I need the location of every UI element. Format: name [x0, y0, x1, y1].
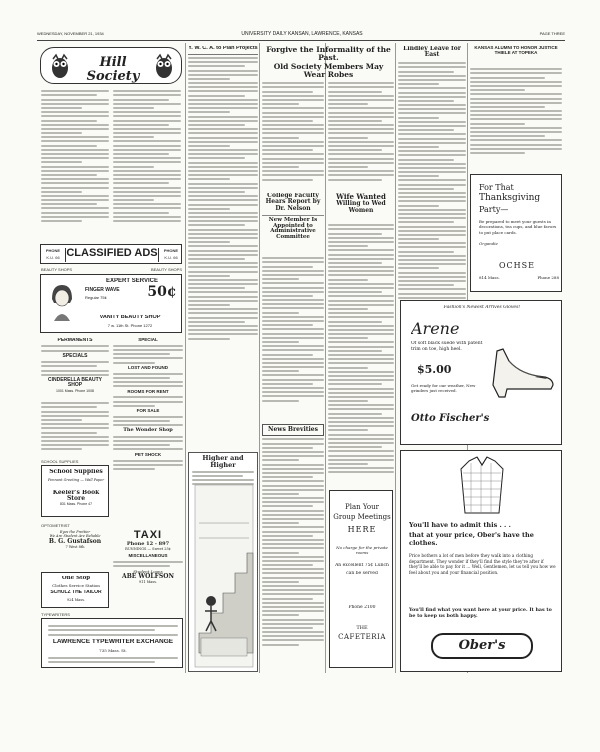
- woman-portrait-icon: [46, 281, 78, 321]
- student-loans: Student Loans: [133, 569, 163, 575]
- thanksgiving-quote: Organdie: [479, 241, 498, 246]
- optometrist-line1: Eyes the Prettier: [59, 530, 91, 534]
- lindley-text: [398, 60, 466, 310]
- wife-wanted-subtitle: Willing to Wed Women: [336, 200, 386, 214]
- rooms-rent-title: ROOMS FOR RENT: [127, 388, 169, 394]
- wife-wanted-headline: [328, 193, 394, 223]
- otto-fischer-logo: Otto Fischer's: [411, 413, 490, 424]
- owl-icon: [153, 53, 175, 79]
- optometrist-ad: [41, 530, 109, 558]
- forgive-subtitle: Old Society Members May Wear Robes: [273, 61, 384, 79]
- arene-tag: Fashion's Newest Arrives Gloves!: [443, 305, 521, 310]
- schulz-name: SCHULZ THE TAILOR: [50, 590, 102, 595]
- wonder-shop-title: The Wonder Shop: [123, 427, 173, 434]
- thanksgiving-ad: [470, 174, 562, 292]
- classified-title: CLASSIFIED ADS: [65, 248, 159, 262]
- school-supplies-label: SCHOOL SUPPLIES: [41, 459, 79, 464]
- finger-wave-price: 50¢: [147, 285, 177, 300]
- ochse-address: 814 Mass.: [479, 275, 500, 280]
- beauty-shops-label-right: BEAUTY SHOPS: [150, 267, 182, 272]
- for-sale-title: FOR SALE: [136, 407, 160, 413]
- plan-phone: Phone 2100: [348, 605, 376, 610]
- hill-society-text-col-2: [113, 88, 181, 230]
- optometrist-name: B. G. Gustafson: [48, 538, 102, 545]
- thanksgiving-line2: Thanksgiving: [479, 193, 541, 203]
- masthead: [37, 31, 565, 39]
- classified-phone-label-right: PHONE: [163, 248, 179, 253]
- plan-line6: can be served: [346, 571, 378, 576]
- schulz-address: 924 Mass.: [66, 598, 86, 602]
- ywca-title: Y. W. C. A. to Plan Projects: [188, 46, 258, 55]
- wife-wanted-title: Wife Wanted: [336, 193, 386, 201]
- jacket-icon: [459, 455, 505, 515]
- vanity-shop-phone: 7 w. 11th St. Phone 1272: [107, 323, 153, 328]
- typewriters-label: TYPEWRITERS: [41, 612, 70, 617]
- new-member-title: New Member Is Appointed to Administrative Committee: [262, 215, 324, 241]
- forgive-text-col-1: [262, 80, 324, 190]
- permanents-title: PERMANENTS: [57, 338, 93, 343]
- expert-service-title: EXPERT SERVICE: [106, 278, 158, 284]
- expert-service-note: Regular 75¢: [85, 295, 107, 300]
- obers-logo: Ober's: [431, 633, 533, 659]
- typewriter-exchange-address: 735 Mass. St.: [99, 648, 127, 653]
- college-faculty-text: [262, 255, 324, 420]
- obers-headline2: that at your price, Ober's have the clothes.: [409, 531, 534, 548]
- masthead-rule: [37, 40, 565, 41]
- ochse-name: OCHSE: [499, 261, 535, 270]
- alumni-headline: [470, 46, 562, 68]
- forgive-title: Forgive the Informality of the Past.: [266, 46, 391, 62]
- school-supplies-line2: Pennant Greeting — Wall Paper: [48, 478, 104, 482]
- abe-wolfson-name: ABE WOLFSON: [122, 573, 174, 581]
- column-rule: [325, 43, 326, 673]
- lindley-title: Lindley Leave for East: [403, 46, 461, 59]
- obers-body: Price bothers a lot of men before they walk into a clothing department. They wonder if they'll find the style they're after if they'll be able to pay for it ... Well, Gentlemen, let us tell you how we feel about you and your financial position.: [409, 553, 556, 576]
- plan-line2: Group Meetings: [333, 513, 391, 521]
- masthead-date: WEDNESDAY, NOVEMBER 21, 1934: [37, 31, 104, 36]
- arene-name: Arene: [411, 319, 460, 338]
- pet-shock-title: PET SHOCK: [134, 451, 162, 457]
- plan-line3: HERE: [347, 525, 377, 534]
- lost-found-title: LOST AND FOUND: [127, 364, 169, 370]
- news-brevities-title: News Brevities: [262, 424, 324, 436]
- special-title: SPECIAL: [138, 338, 158, 342]
- college-faculty-title: College Faculty Hears Report by Dr. Nelson: [265, 193, 321, 212]
- plan-line4: No charge for the private rooms: [336, 545, 388, 555]
- masthead-page: PAGE THREE: [539, 31, 565, 36]
- taxi-sub: RUNNINGS — Sweet 25¢: [125, 546, 171, 551]
- cafeteria-ad: [329, 490, 393, 668]
- optometrist-label: OPTOMETRIST: [41, 523, 70, 528]
- obers-close: You'll find what you want here at your price. It has to be to keep us both happy.: [409, 607, 552, 620]
- arene-desc: Of soft black suede with patent trim on toe, high heel.: [411, 341, 483, 353]
- specials-title: SPECIALS: [62, 352, 88, 359]
- obers-clothing-ad: [400, 450, 562, 672]
- alumni-text: [470, 66, 562, 166]
- plan-line1: Plan Your: [345, 503, 379, 511]
- school-supplies-ad: [41, 465, 109, 517]
- misc-listings-left: [41, 400, 109, 460]
- thanksgiving-line1: For That: [479, 183, 514, 192]
- classified-phone-number-right: K.U. 66: [164, 255, 178, 260]
- alumni-title: KANSAS ALUMNI TO HONOR JUSTICE THIELE AT TOPEKA: [474, 46, 558, 55]
- plan-name: CAFETERIA: [338, 633, 386, 641]
- higher-higher-title: Higher and Higher: [202, 454, 244, 469]
- ochse-phone: Phone 288: [537, 275, 559, 280]
- expert-service-ad: [40, 274, 182, 333]
- masthead-title: UNIVERSITY DAILY KANSAN, LAWRENCE, KANSAS: [241, 31, 363, 37]
- vanity-shop-name: VANITY BEAUTY SHOP: [99, 315, 161, 320]
- higher-and-higher-graphic: [188, 452, 258, 672]
- optometrist-line2: We Are Student Are Reliable: [49, 534, 101, 538]
- keelers-address: 831 Mass. Phone 47: [59, 502, 93, 506]
- stairs-chart-graphic: [193, 483, 255, 669]
- beauty-shops-label: BEAUTY SHOPS: [41, 267, 73, 272]
- cinderella-shop-name: CINDERELLA BEAUTY SHOP: [48, 377, 102, 389]
- abe-wolfson-address: 911 Mass.: [138, 580, 158, 585]
- arene-shoe-ad: [400, 300, 562, 445]
- plan-line5: An excellent 75¢ Lunch: [335, 563, 389, 568]
- finger-wave-label: FINGER WAVE: [85, 287, 120, 293]
- taxi-ad: [113, 530, 183, 615]
- column-rule: [185, 43, 186, 673]
- permanents-ad: [41, 338, 109, 398]
- college-faculty-article: [262, 193, 324, 253]
- special-column: [113, 338, 183, 478]
- owl-icon: [49, 53, 71, 79]
- hill-society-text-col-1: [41, 88, 109, 230]
- taxi-title: TAXI: [133, 530, 163, 541]
- one-stop-title: One Stop: [61, 576, 91, 581]
- classified-phone-label: PHONE: [45, 248, 61, 253]
- typewriter-exchange-ad: [41, 618, 183, 668]
- forgive-headline: [262, 46, 395, 82]
- forgive-text-col-2: [328, 80, 394, 190]
- classified-phone-number: K.U. 66: [46, 255, 60, 260]
- plan-place: THE: [356, 625, 368, 631]
- thanksgiving-line3: Party—: [479, 205, 509, 214]
- school-supplies-line1: School Supplies: [49, 469, 103, 475]
- news-brevities-article: [262, 424, 324, 672]
- typewriter-exchange-name: LAWRENCE TYPEWRITER EXCHANGE: [52, 639, 174, 645]
- hill-society-title: Hill Society: [86, 56, 140, 84]
- wife-wanted-text: [328, 222, 394, 482]
- column-rule: [395, 43, 396, 673]
- one-stop-ad: [41, 572, 109, 608]
- column-rule: [259, 43, 260, 673]
- keelers-store-name: Keeler's Book Store: [52, 490, 100, 503]
- cinderella-shop-address: 1001 Mass. Phone 1008: [56, 388, 94, 393]
- one-stop-sub: Clothes Service Station: [52, 583, 100, 588]
- misc-title: MISCELLANEOUS: [128, 552, 168, 558]
- classified-ads-banner: [40, 244, 182, 264]
- obers-headline1: You'll have to admit this . . .: [409, 521, 511, 529]
- hill-society-banner: [40, 47, 182, 84]
- thanksgiving-body: Be prepared to meet your guests in decorations, tea cups, and blue favors to put place cards.: [479, 219, 557, 235]
- taxi-phone: Phone 12 - 897: [126, 540, 170, 547]
- ywca-article: [188, 46, 258, 386]
- arene-price: $5.00: [417, 363, 452, 376]
- arene-note: Get ready for our weather, New grinders just received.: [411, 383, 476, 394]
- high-heel-shoe-icon: [487, 331, 557, 401]
- optometrist-address: 7 West 8th: [65, 545, 85, 550]
